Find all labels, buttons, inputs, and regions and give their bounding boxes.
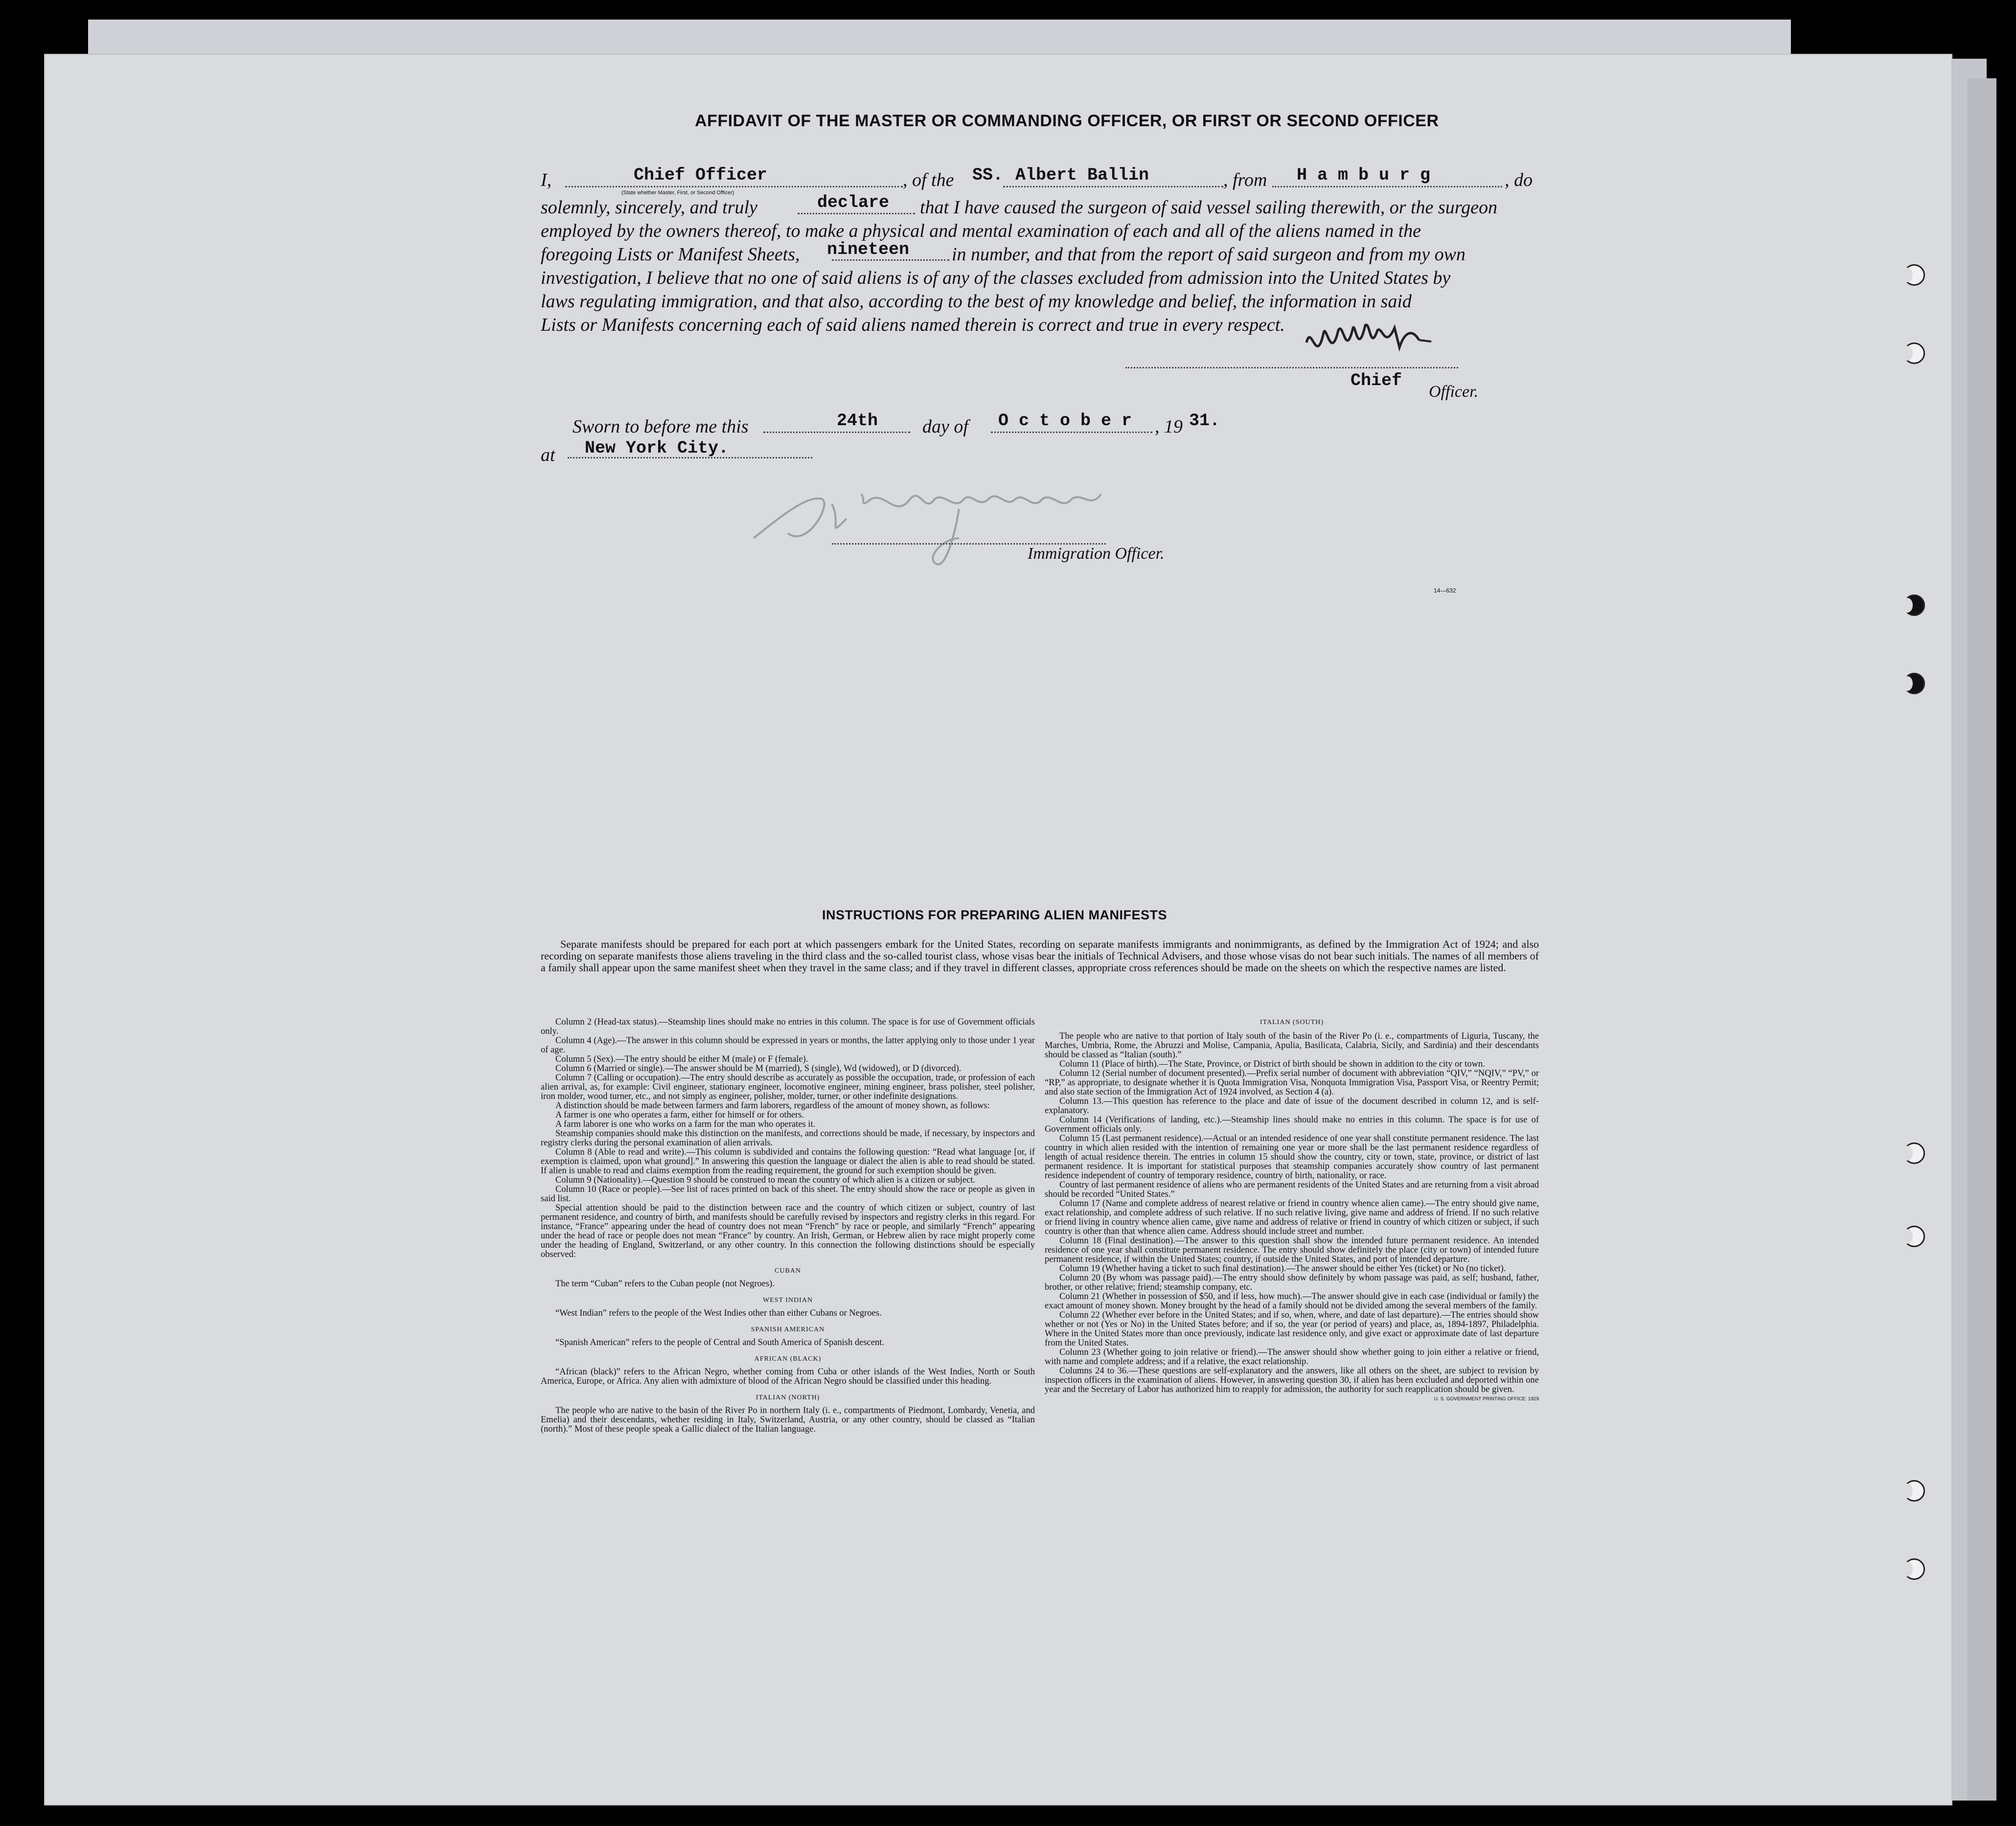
immigration-officer-signature xyxy=(749,465,1150,582)
underlying-sheet-edge-2 xyxy=(1967,78,1996,1801)
left-para-13: Special attention should be paid to the distinction between race and the country of which citizen or subject, country of last permanent residence, and country of birth, and manifests should be carefully revised by inspectors and registry clerks in this regard. For instance, “France” appearing under the head of country does not mean “French” by race or people, and similarly “French” appearing under the head of race or people does not mean “France” by country. An Irish, German, or Hebrew alien by race might properly come under the heading of England, Switzerland, or any other country. In this connection the following distinctions should be especially observed: xyxy=(541,1203,1035,1259)
declare-field: declare xyxy=(817,193,890,212)
line6: laws regulating immigration, and that also, according to the best of my knowledge and belief, the information in said xyxy=(541,291,1412,312)
binder-hole-6 xyxy=(1903,1226,1925,1247)
binder-hole-1 xyxy=(1903,264,1925,286)
line2a: solemnly, sincerely, and truly xyxy=(541,197,757,218)
line3: employed by the owners thereof, to make a physical and mental examination of each and all of the aliens named in the xyxy=(541,221,1421,241)
right-para-7: Country of last permanent residence of aliens who are permanent residents of the United States and are returning from a visit abroad should be recorded “United States.” xyxy=(1045,1180,1539,1199)
day-of-label: day of xyxy=(922,416,968,437)
left-para-11: Column 9 (Nationality).—Question 9 should be construed to mean the country of which alien is a citizen or subject. xyxy=(555,1175,976,1185)
port-line xyxy=(1272,186,1502,187)
month-line xyxy=(991,432,1152,433)
affidavit-title: AFFIDAVIT OF THE MASTER OR COMMANDING OFFICER, OR FIRST OR SECOND OFFICER xyxy=(695,112,1439,130)
right-para-9: Column 18 (Final destination).—The answer to this question shall show the intended future permanent residence. An intended residence of one year shall constitute permanent residence. The entry should show definitely the place (city or town) of intended future permanent residence, if within the United States; country, if outside the United States, and port of intended departure. xyxy=(1045,1236,1539,1264)
spanish-american-heading: SPANISH AMERICAN xyxy=(751,1326,825,1333)
right-para-13: Column 22 (Whether ever before in the United States; and if so, when, where, and date of last departure).—The entries should show whether or not (Yes or No) in the United States before; and if so, the year (or period of years) and place, as, 1894-1897, Philadelphia. Where in the United States more than once previously, indicate last residence only, and give exact or approximate date of last departure from the United States. xyxy=(1045,1310,1539,1348)
signature-line xyxy=(1125,367,1458,368)
west-indian-heading: WEST INDIAN xyxy=(762,1297,813,1304)
immigration-officer-label: Immigration Officer. xyxy=(1028,545,1165,563)
instructions-right-column xyxy=(1045,1018,1539,1404)
year-prefix: , 19 xyxy=(1155,416,1183,437)
right-para-1: The people who are native to that portion of Italy south of the basin of the River Po (i. e., compartments of Liguria, Tuscany, the Marches, Umbria, Rome, the Abruzzi and Molise, Campania, Apulia, Basilicata, Calabria, Sicily, and Sardinia) and their descendants should be classed as “Italian (south).” xyxy=(1045,1031,1539,1060)
right-para-10: Column 19 (Whether having a ticket to such final destination).—The answer should be either Yes (ticket) or No (no ticket). xyxy=(1059,1264,1506,1274)
instructions-left-column xyxy=(541,1018,1035,1434)
binder-hole-3 xyxy=(1903,594,1925,616)
instructions-intro: Separate manifests should be prepared for each port at which passengers embark for the United States, recording on separate manifests immigrants and nonimmigrants, as defined by the Immigration Act of 1924; and also recording on separate manifests those aliens traveling in the third class and the so-called tourist class, whose visas bear the initials of Technical Advisers, and those whose visas do not bear such initials. The names of all members of a family shall appear upon the same manifest sheet when they travel in the same class; and if they travel in different classes, appropriate cross references should be made on the sheets on which the respective names are listed. xyxy=(541,938,1539,974)
at-label: at xyxy=(541,445,555,465)
left-para-5: Column 7 (Calling or occupation).—The entry should describe as accurately as possible the occupation, trade, or profession of each alien arrival, as, for example: Civil engineer, stationary engineer, locomotive engineer, mining engineer, brass polisher, steel polisher, iron molder, wood turner, etc., and not simply as engineer, polisher, molder, turner, or other indefinite designations. xyxy=(541,1073,1035,1101)
intro-i: I, xyxy=(541,170,552,190)
city-field: New York City. xyxy=(585,438,729,458)
ship-prefix: SS. xyxy=(972,165,1004,185)
from-label: , from xyxy=(1223,170,1267,190)
left-para-12: Column 10 (Race or people).—See list of races printed on back of this sheet. The entry should show the race or people as given in said list. xyxy=(541,1185,1035,1204)
binder-hole-7 xyxy=(1903,1480,1925,1502)
ship-name-field: Albert Ballin xyxy=(1015,165,1149,185)
signer-title: Chief xyxy=(1351,371,1402,390)
african-heading: AFRICAN (BLACK) xyxy=(754,1355,822,1363)
form-number: 14—632 xyxy=(1434,587,1456,594)
right-para-15: Columns 24 to 36.—These questions are self-explanatory and the answers, like all others on the sheet, are subject to revision by inspection officers in the examination of aliens. However, in answering question 30, if alien has been excluded and deported within one year and the Secretary of Labor has authorized him to reapply for admission, the authority for such reapplication should be given. xyxy=(1045,1366,1539,1394)
italian-south-heading: ITALIAN (SOUTH) xyxy=(1260,1019,1324,1026)
african-text: “African (black)” refers to the African Negro, whether coming from Cuba or other islands of the West Indies, North or South America, Europe, or Africa. Any alien with admixture of blood of the African Negro should be classified under this heading. xyxy=(541,1367,1035,1386)
binder-hole-5 xyxy=(1903,1142,1925,1164)
binder-hole-2 xyxy=(1903,342,1925,364)
day-line xyxy=(763,432,910,433)
of-the-label: , of the xyxy=(903,170,954,190)
year-field: 31. xyxy=(1189,411,1220,431)
do-label: , do xyxy=(1505,170,1533,190)
sheet-count-line xyxy=(832,259,949,261)
right-para-14: Column 23 (Whether going to join relative or friend).—The answer should show whether going to join either a relative or friend, with name and complete address; and if a relative, the exact relationship. xyxy=(1045,1347,1539,1367)
left-para-8: A farm laborer is one who works on a farm for the man who operates it. xyxy=(555,1119,816,1129)
right-para-2: Column 11 (Place of birth).—The State, Province, or District of birth should be shown in addition to the city or town. xyxy=(1059,1059,1485,1069)
left-para-9: Steamship companies should make this distinction on the manifests, and corrections should be made, if necessary, by inspectors and registry clerks during the personal examination of alien arrivals. xyxy=(541,1129,1035,1148)
right-para-6: Column 15 (Last permanent residence).—Actual or an intended residence of one year shall constitute permanent residence. The last country in which alien resided with the intention of remaining one year or more shall be the last permanent residence regardless of length of actual residence therein. The entries in column 15 should show the country, city or town, state, province, or district of last permanent residence. It is important for statistical purposes that steamship companies accurately show country of last permanent residence independent of country of temporary residence, country of birth, nationality, or race. xyxy=(1045,1134,1539,1181)
cuban-text: The term “Cuban” refers to the Cuban people (not Negroes). xyxy=(555,1279,775,1289)
line7: Lists or Manifests concerning each of said aliens named therein is correct and true in every respect. xyxy=(541,315,1285,335)
instructions-title: INSTRUCTIONS FOR PREPARING ALIEN MANIFESTS xyxy=(822,908,1168,922)
sworn-label: Sworn to before me this xyxy=(573,416,749,437)
spanish-american-text: “Spanish American” refers to the people of Central and South America of Spanish descent. xyxy=(555,1338,884,1347)
day-field: 24th xyxy=(837,411,878,431)
left-para-6: A distinction should be made between farmers and farm laborers, regardless of the amount of money shown, as follows: xyxy=(555,1101,990,1111)
west-indian-text: “West Indian” refers to the people of the West Indies other than either Cubans or Negroes. xyxy=(555,1308,882,1318)
rank-line xyxy=(565,186,903,187)
printer-note: U. S. GOVERNMENT PRINTING OFFICE: 1929 xyxy=(1434,1396,1539,1402)
officer-suffix: Officer. xyxy=(1429,383,1479,401)
line4a: foregoing Lists or Manifest Sheets, xyxy=(541,244,800,265)
ship-line xyxy=(1003,186,1223,187)
right-para-5: Column 14 (Verifications of landing, etc.).—Steamship lines should make no entries in this column. The space is for use of Government officials only. xyxy=(1045,1115,1539,1134)
line4b: in number, and that from the report of said surgeon and from my own xyxy=(952,244,1466,265)
sheet-count-field: nineteen xyxy=(827,240,910,259)
right-para-11: Column 20 (By whom was passage paid).—The entry should show definitely by whom passage was paid, as self; husband, father, brother, or other relative; friend; steamship company, etc. xyxy=(1045,1273,1539,1292)
left-para-1: Column 2 (Head-tax status).—Steamship lines should make no entries in this column. The space is for use of Government officials only. xyxy=(541,1017,1035,1036)
italian-north-heading: ITALIAN (NORTH) xyxy=(756,1394,820,1401)
left-para-7: A farmer is one who operates a farm, either for himself or for others. xyxy=(555,1110,804,1120)
italian-north-text: The people who are native to the basin of the River Po in northern Italy (i. e., compartments of Piedmont, Lombardy, Venetia, and Emelia) and their descendants, whether residing in Italy, Switzerland, Austria, or any other country, should be classed as “Italian (north).” Most of these people speak a Gallic dialect of the Italian language. xyxy=(541,1406,1035,1434)
left-para-10: Column 8 (Able to read and write).—This column is subdivided and contains the following question: “Read what language [or, if exemption is claimed, upon what ground].” In answering this question the language or dialect the alien is able to read should be stated. If alien is unable to read and claims exemption from the reading requirement, the ground for such exemption should be given. xyxy=(541,1147,1035,1176)
month-field: O c t o b e r xyxy=(998,411,1132,431)
line5: investigation, I believe that no one of said aliens is of any of the classes excluded from admission into the United States by xyxy=(541,268,1451,288)
right-para-12: Column 21 (Whether in possession of $50, and if less, how much).—The answer should give in each case (individual or family) the exact amount of money shown. Money brought by the head of a family should not be divided among the several members of the family. xyxy=(1045,1292,1539,1311)
manifest-page xyxy=(44,54,1952,1805)
right-para-4: Column 13.—This question has reference to the place and date of issue of the document described in column 12, and is self-explanatory. xyxy=(1045,1096,1539,1116)
left-para-4: Column 6 (Married or single).—The answer should be M (married), S (single), Wd (widowed), or D (divorced). xyxy=(555,1064,962,1073)
binder-hole-4 xyxy=(1903,673,1925,694)
officer-rank-field: Chief Officer xyxy=(634,165,768,185)
cuban-heading: CUBAN xyxy=(774,1267,801,1275)
binder-hole-8 xyxy=(1903,1558,1925,1580)
declare-line xyxy=(798,213,915,214)
state-note: (State whether Master, First, or Second Officer) xyxy=(621,190,734,196)
left-para-2: Column 4 (Age).—The answer in this column should be expressed in years or months, the latter applying only to those under 1 year of age. xyxy=(541,1036,1035,1055)
line2b: that I have caused the surgeon of said vessel sailing therewith, or the surgeon xyxy=(920,197,1497,218)
right-para-8: Column 17 (Name and complete address of nearest relative or friend in country whence alien came).—The entry should give name, exact relationship, and complete address of such relative. If no such relative living, give name and address of friend. If no such relative or friend living in country whence alien came, give name and address of relative or friend in country of which citizen or subject, if such country is other than that whence alien came. Address should include street and number. xyxy=(1045,1199,1539,1236)
left-para-3: Column 5 (Sex).—The entry should be either M (male) or F (female). xyxy=(555,1054,808,1064)
right-para-3: Column 12 (Serial number of document presented).—Prefix serial number of document with abbreviation “QIV,” “NQIV,” “PV,” or “RP,” as appropriate, to designate whether it is Quota Immigration Visa, Nonquota Immigration Visa, Passport Visa, or Reentry Permit; and also state section of the Immigration Act of 1924 involved, as Section 4 (a). xyxy=(1045,1069,1539,1097)
port-field: H a m b u r g xyxy=(1297,165,1431,185)
